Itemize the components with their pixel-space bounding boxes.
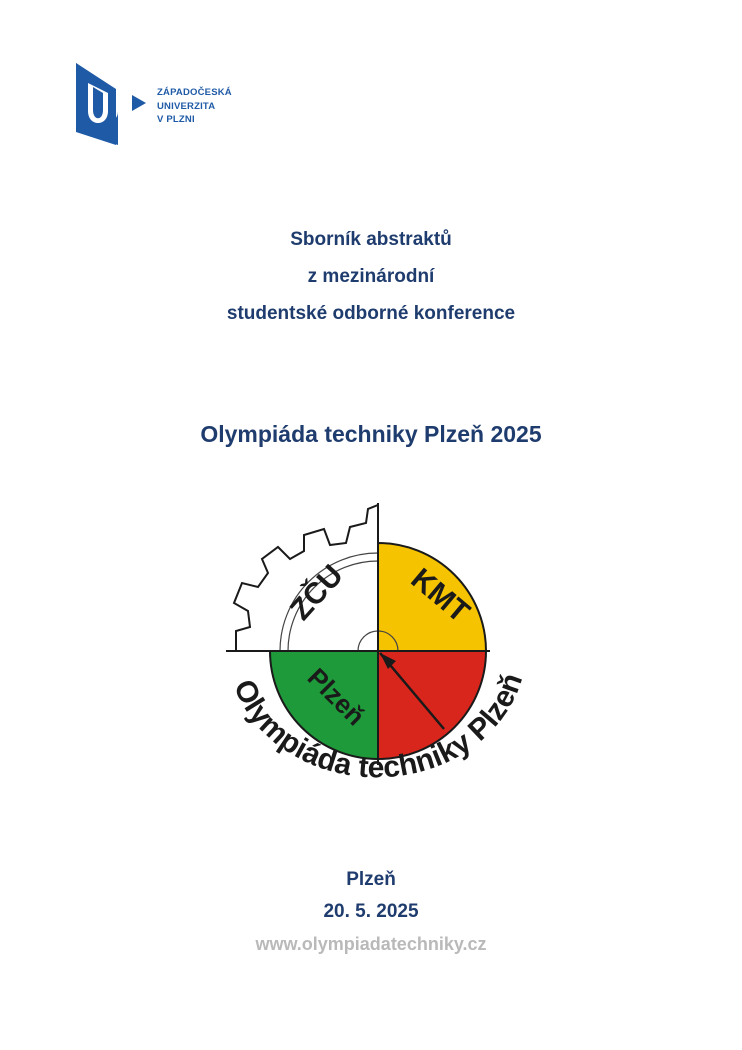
footer-date: 20. 5. 2025 [323, 901, 419, 922]
logo-arrow-icon [132, 95, 146, 111]
footer [0, 864, 742, 960]
emblem-kmt-label: KMT [404, 562, 476, 630]
gear-icon [234, 505, 378, 651]
heading-line1: Sborník abstraktů [290, 229, 452, 250]
university-name-line3: V PLZNI [157, 114, 195, 125]
event-title: Olympiáda techniky Plzeň 2025 [200, 421, 542, 447]
olympiad-emblem [226, 503, 530, 798]
emblem-plzen-label: Plzeň [301, 662, 371, 732]
university-logo [76, 63, 156, 145]
emblem-ring-textpath: Olympiáda techniky Plzeň [226, 669, 530, 785]
university-name-line1: ZÁPADOČESKÁ [157, 87, 232, 98]
heading-line2: z mezinárodní [307, 266, 435, 287]
emblem-zcu-label: ZČU [284, 558, 350, 627]
footer-website-link[interactable]: www.olympiadatechniky.cz [255, 934, 487, 954]
university-name-line2: UNIVERZITA [157, 100, 216, 112]
footer-city: Plzeň [346, 869, 396, 890]
university-name [157, 86, 232, 127]
heading-line3: studentské odborné konference [226, 303, 516, 324]
proceedings-heading [0, 221, 742, 332]
